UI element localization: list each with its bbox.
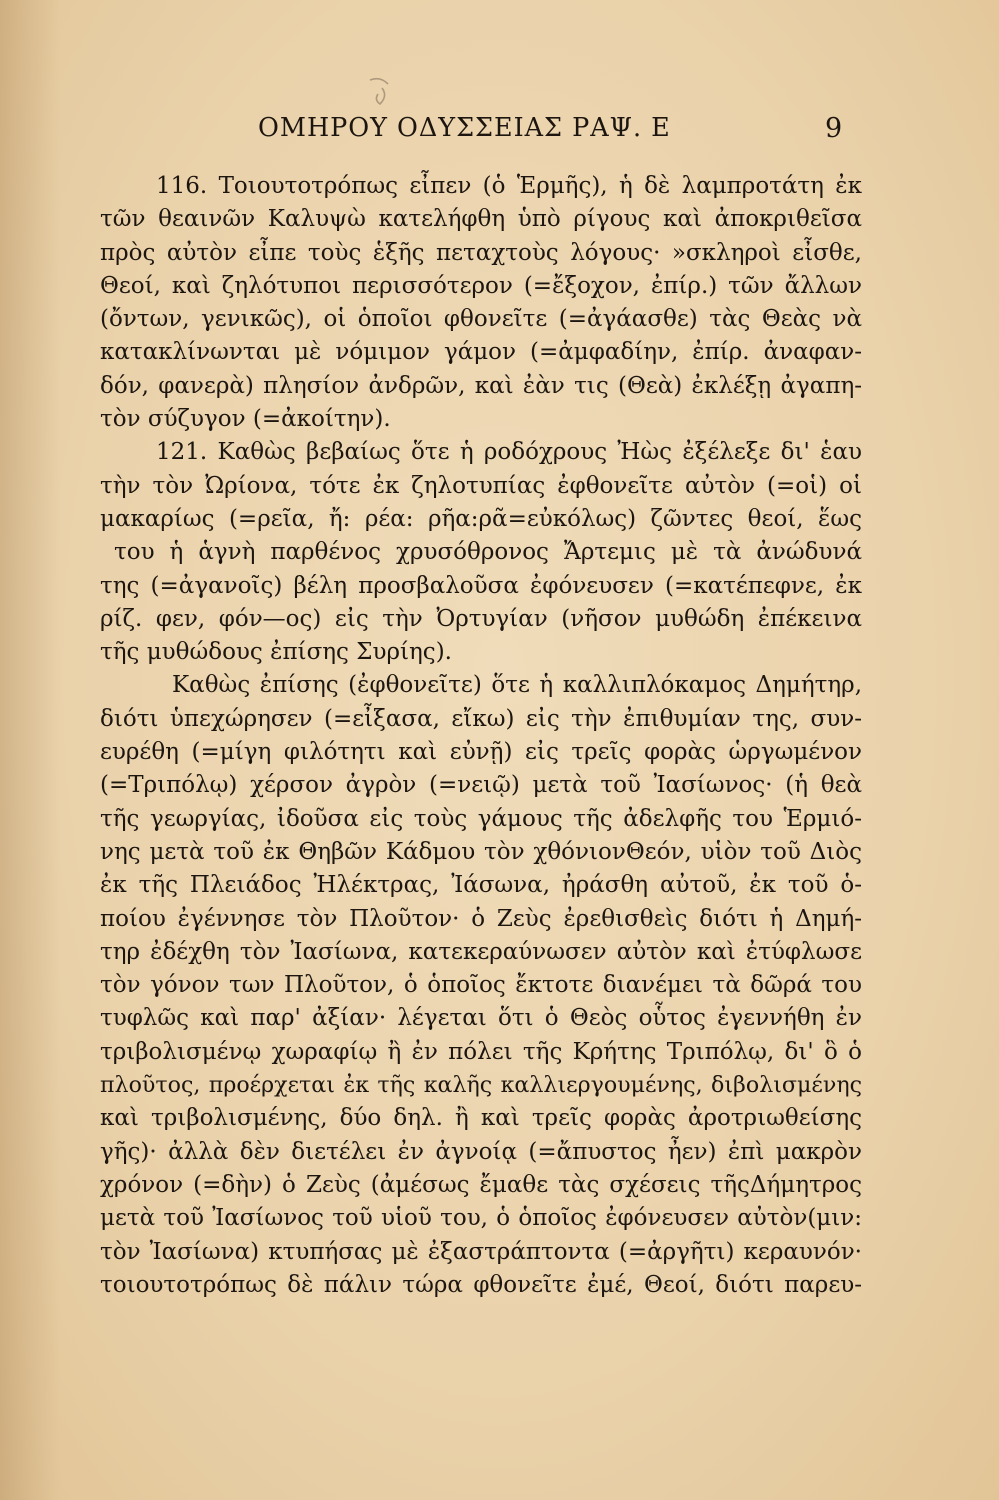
text-line: μετὰ τοῦ Ἰασίωνος τοῦ υἱοῦ του, ὁ ὁποῖος ἐφόνευσεν αὐτὸν(μιν:: [100, 1205, 862, 1232]
body-text: [100, 170, 862, 1302]
text-line: 121. Καθὼς βεβαίως ὅτε ἡ ροδόχρους Ἠὼς ἐξέλεξε δι' ἑαυ: [156, 439, 862, 466]
text-line: τριβολισμένῳ χωραφίῳ ἢ ἐν πόλει τῆς Κρήτης Τριπόλῳ, δι' ὃ ὁ: [100, 1038, 862, 1065]
text-line: 116. Τοιουτοτρόπως εἶπεν (ὁ Ἑρμῆς), ἡ δὲ λαμπροτάτη ἐκ: [156, 173, 862, 199]
text-line: της (=ἀγανοῖς) βέλη προσβαλοῦσα ἐφόνευσεν (=κατέπεφνε, ἐκ: [100, 572, 862, 599]
text-line: τὸν σύζυγον (=ἀκοίτην).: [100, 406, 391, 433]
text-line: τηρ ἐδέχθη τὸν Ἰασίωνα, κατεκεραύνωσεν αὐτὸν καὶ ἐτύφλωσε: [100, 938, 862, 965]
text-line: χρόνον (=δὴν) ὁ Ζεὺς (ἀμέσως ἔμαθε τὰς σχέσεις τῆςΔήμητρος: [100, 1171, 862, 1198]
text-line: πρὸς αὐτὸν εἶπε τοὺς ἑξῆς πεταχτοὺς λόγους· »σκληροὶ εἶσθε,: [100, 239, 862, 266]
text-line: ευρέθη (=μίγη φιλότητι καὶ εὐνῇ) εἰς τρεῖς φορὰς ὡργωμένον: [100, 739, 862, 766]
text-line: ἐκ τῆς Πλειάδος Ἠλέκτρας, Ἰάσωνα, ἠράσθη αὐτοῦ, ἐκ τοῦ ὁ-: [100, 872, 862, 899]
text-line: Καθὼς ἐπίσης (ἐφθονεῖτε) ὅτε ἡ καλλιπλόκαμος Δημήτηρ,: [172, 672, 862, 699]
text-line: δόν, φανερὰ) πλησίον ἀνδρῶν, καὶ ἐὰν τις (Θεὰ) ἐκλέξῃ ἀγαπη-: [100, 372, 862, 399]
text-line: τὸν γόνον των Πλοῦτον, ὁ ὁποῖος ἔκτοτε διανέμει τὰ δῶρά του: [100, 972, 862, 999]
text-line: μακαρίως (=ρεῖα, ἤ: ρέα: ρῆα:ρᾶ=εὐκόλως) ζῶντες θεοί, ἕως: [100, 505, 862, 532]
text-line: νης μετὰ τοῦ ἐκ Θηβῶν Κάδμου τὸν χθόνιονΘεόν, υἱὸν τοῦ Διὸς: [100, 838, 862, 865]
text-line: τῆς μυθώδους ἐπίσης Συρίης).: [100, 639, 452, 666]
text-line: γῆς)· ἀλλὰ δὲν διετέλει ἐν ἀγνοίᾳ (=ἄπυστος ἦεν) ἐπὶ μακρὸν: [100, 1138, 862, 1165]
text-line: Θεοί, καὶ ζηλότυποι περισσότερον (=ἔξοχον, ἐπίρ.) τῶν ἄλλων: [100, 272, 862, 299]
text-line: καὶ τριβολισμένης, δύο δηλ. ἢ καὶ τρεῖς φορὰς ἀροτριωθείσης: [100, 1105, 862, 1132]
binding-shadow: [0, 0, 60, 1500]
text-line: του ἡ ἁγνὴ παρθένος χρυσόθρονος Ἄρτεμις μὲ τὰ ἀνώδυνά: [114, 539, 862, 566]
text-line: τυφλῶς καὶ παρ' ἀξίαν· λέγεται ὅτι ὁ Θεὸς οὗτος ἐγεννήθη ἐν: [100, 1005, 862, 1032]
text-line: κατακλίνωνται μὲ νόμιμον γάμον (=ἀμφαδίην, ἐπίρ. ἀναφαν-: [100, 339, 862, 366]
ink-flourish-icon: [362, 74, 398, 110]
text-line: τὴν τὸν Ὠρίονα, τότε ἐκ ζηλοτυπίας ἐφθονεῖτε αὐτὸν (=οἱ) οἱ: [100, 472, 862, 499]
text-line: τοιουτοτρόπως δὲ πάλιν τώρα φθονεῖτε ἐμέ, Θεοί, διότι παρευ-: [100, 1271, 862, 1298]
running-head: ΟΜΗΡΟΥ ΟΔΥΣΣΕΙΑΣ ΡΑΨ. Ε: [258, 113, 671, 143]
text-line: ποίου ἐγέννησε τὸν Πλοῦτον· ὁ Ζεὺς ἐρεθισθεὶς διότι ἡ Δημή-: [100, 905, 862, 932]
text-line: διότι ὑπεχώρησεν (=εἶξασα, εἴκω) εἰς τὴν ἐπιθυμίαν της, συν-: [100, 705, 862, 732]
text-line: τῶν θεαινῶν Καλυψὼ κατελήφθη ὑπὸ ρίγους καὶ ἀποκριθεῖσα: [100, 206, 862, 233]
text-line: (ὄντων, γενικῶς), οἱ ὁποῖοι φθονεῖτε (=ἀγάασθε) τὰς Θεὰς νὰ: [100, 306, 862, 333]
text-line: τὸν Ἰασίωνα) κτυπήσας μὲ ἐξαστράπτοντα (=ἀργῆτι) κεραυνόν·: [100, 1238, 862, 1265]
text-line: πλοῦτος, προέρχεται ἐκ τῆς καλῆς καλλιεργουμένης, διβολισμένης: [100, 1072, 862, 1099]
page-header: [0, 113, 999, 147]
text-line: (=Τριπόλῳ) χέρσον ἀγρὸν (=νειῷ) μετὰ τοῦ Ἰασίωνος· (ἡ θεὰ: [100, 772, 862, 799]
text-line: τῆς γεωργίας, ἰδοῦσα εἰς τοὺς γάμους τῆς ἀδελφῆς του Ἑρμιό-: [100, 805, 862, 832]
text-line: ρίζ. φεν, φόν—ος) εἰς τὴν Ὀρτυγίαν (νῆσον μυθώδη ἐπέκεινα: [100, 605, 862, 632]
page-number: 9: [825, 113, 843, 144]
